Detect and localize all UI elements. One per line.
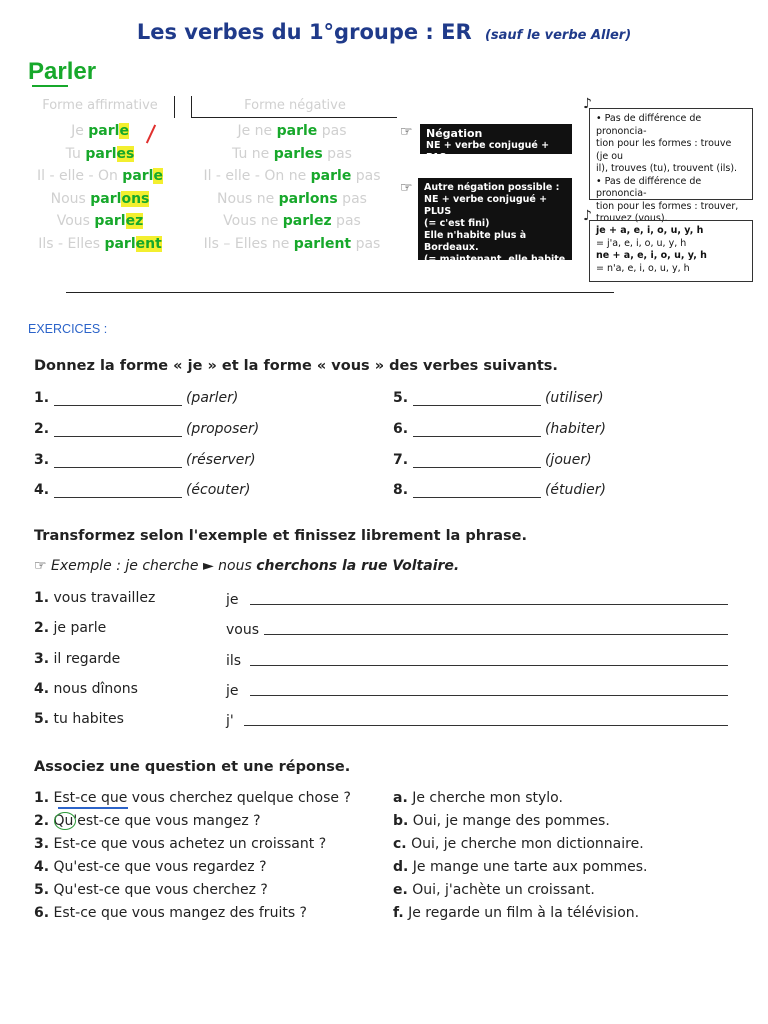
arrow-icon: ► — [202, 558, 214, 574]
answer-blank[interactable] — [413, 391, 541, 406]
answer-blank[interactable] — [413, 453, 541, 468]
aff-row: Tu parles — [65, 145, 135, 162]
aff-row: Nous parlons — [50, 190, 150, 207]
answer-blank[interactable] — [54, 483, 182, 498]
exercise2-heading: Transformez selon l'exemple et finissez librement la phrase. — [34, 528, 527, 544]
answer-line[interactable] — [250, 665, 728, 666]
pointing-hand-icon: ☞ — [34, 558, 47, 574]
answer-item: b. Oui, je mange des pommes. — [393, 813, 610, 829]
exercise1-item: 5. (utiliser) — [393, 390, 604, 406]
question-item: 6. Est-ce que vous mangez des fruits ? — [34, 905, 307, 921]
title-text: Les verbes du 1°groupe : ER — [136, 20, 472, 44]
negative-header: Forme négative — [244, 98, 346, 113]
exercise2-pronoun: je — [226, 592, 239, 608]
exercise1-item: 3. (réserver) — [34, 452, 256, 468]
aff-row: Il - elle - On parle — [37, 168, 163, 184]
exercise2-example: ☞ Exemple : je cherche ► nous cherchons la rue Voltaire. — [34, 558, 460, 574]
answer-line[interactable] — [244, 725, 728, 726]
neg-row: Tu ne parles pas — [232, 145, 352, 162]
question-item: 3. Est-ce que vous achetez un croissant ? — [34, 836, 327, 852]
exercise1-item: 1. (parler) — [34, 390, 239, 406]
exercise1-item: 7. (jouer) — [393, 452, 592, 468]
answer-line[interactable] — [250, 604, 728, 605]
answer-blank[interactable] — [54, 453, 182, 468]
header-divider-right — [191, 96, 192, 118]
question-item: 4. Qu'est-ce que vous regardez ? — [34, 859, 267, 875]
header-underline — [191, 117, 397, 118]
exercise2-pronoun: j' — [226, 713, 234, 729]
question-item: 1. Est-ce que vous cherchez quelque chose ? — [34, 790, 351, 806]
header-divider-left — [174, 96, 175, 118]
exercise2-item: 4. nous dînons — [34, 681, 138, 697]
answer-blank[interactable] — [54, 391, 182, 406]
exercise1-item: 8. (étudier) — [393, 482, 607, 498]
answer-line[interactable] — [264, 634, 728, 635]
handwritten-circle — [54, 812, 76, 830]
answer-item: a. Je cherche mon stylo. — [393, 790, 563, 806]
neg-row: Nous ne parlons pas — [217, 190, 367, 207]
exercise2-pronoun: je — [226, 683, 239, 699]
negation-box: Négation NE + verbe conjugué + PAS — [420, 124, 572, 154]
affirmative-header: Forme affirmative — [42, 98, 158, 113]
elision-box: je + a, e, i, o, u, y, h = j'a, e, i, o, u, y, h ne + a, e, i, o, u, y, h = n'a, e, i, o, u, y, h — [589, 220, 753, 282]
pointing-hand-icon: ☞ — [400, 180, 413, 196]
section-separator — [66, 292, 614, 293]
answer-line[interactable] — [250, 695, 728, 696]
question-item: 5. Qu'est-ce que vous cherchez ? — [34, 882, 268, 898]
answer-item: c. Oui, je cherche mon dictionnaire. — [393, 836, 644, 852]
affirmative-list — [20, 120, 180, 255]
neg-row: Il - elle - On ne parle pas — [203, 168, 381, 184]
exercise1-item: 2. (proposer) — [34, 421, 260, 437]
exercise2-item: 2. je parle — [34, 620, 107, 636]
exercise2-pronoun: ils — [226, 653, 242, 669]
exercise2-item: 3. il regarde — [34, 651, 121, 667]
answer-item: d. Je mange une tarte aux pommes. — [393, 859, 648, 875]
exercise2-pronoun: vous — [226, 622, 260, 638]
answer-blank[interactable] — [413, 422, 541, 437]
exercise1-item: 4. (écouter) — [34, 482, 251, 498]
exercise2-item: 5. tu habites — [34, 711, 124, 727]
answer-item: f. Je regarde un film à la télévision. — [393, 905, 640, 921]
exercise3-heading: Associez une question et une réponse. — [34, 759, 351, 775]
negative-list — [192, 120, 392, 255]
neg-row: Je ne parle pas — [237, 123, 347, 139]
aff-row: Ils - Elles parlent — [38, 235, 162, 252]
music-note-icon: ♪ — [583, 208, 592, 224]
pronunciation-box: • Pas de différence de prononcia- tion pour les formes : trouve (je ou il), trouves (tu), trouvent (ils). • Pas de différence de prononcia- tion pour les formes : trouver, trouvez (vous). — [589, 108, 753, 200]
other-negation-box: Autre négation possible : NE + verbe conjugué + PLUS (= c'est fini) Elle n'habite plus à Bordeaux. (= maintenant, elle habite à Grenoble) — [418, 178, 572, 260]
handwritten-underline — [58, 807, 128, 809]
aff-row: Vous parlez — [56, 213, 144, 229]
exercises-label: EXERCICES : — [28, 322, 108, 336]
question-item: 2. Qu'est-ce que vous mangez ? — [34, 813, 261, 829]
verb-underline — [32, 85, 68, 87]
title-note: (sauf le verbe Aller) — [484, 28, 632, 43]
answer-blank[interactable] — [413, 483, 541, 498]
exercise2-item: 1. vous travaillez — [34, 590, 156, 606]
neg-row: Ils – Elles ne parlent pas — [203, 235, 381, 252]
answer-item: e. Oui, j'achète un croissant. — [393, 882, 595, 898]
verb-heading: Parler — [28, 58, 97, 85]
answer-blank[interactable] — [54, 422, 182, 437]
exercise1-item: 6. (habiter) — [393, 421, 606, 437]
music-note-icon: ♪ — [583, 96, 592, 112]
neg-row: Vous ne parlez pas — [223, 213, 361, 229]
pointing-hand-icon: ☞ — [400, 124, 413, 140]
page-title — [0, 20, 768, 44]
aff-row: Je parle — [71, 123, 129, 139]
exercise1-heading: Donnez la forme « je » et la forme « vous » des verbes suivants. — [34, 358, 558, 374]
